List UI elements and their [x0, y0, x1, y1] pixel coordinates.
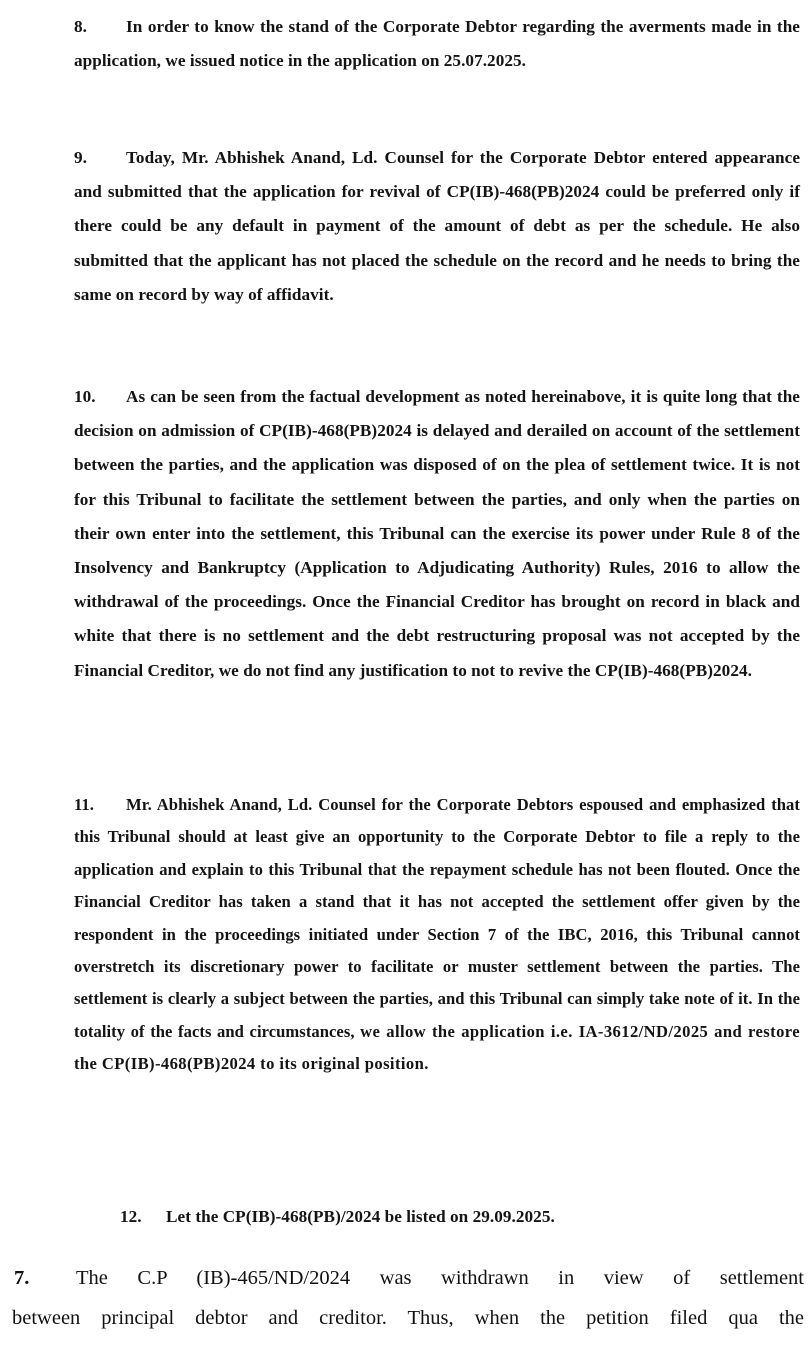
paragraph-number: 9.: [74, 148, 87, 167]
paragraph-text: Today, Mr. Abhishek Anand, Ld. Counsel for the Corporate Debtor entered appearance and submitted that the application for revival of CP(IB)-468(PB)2024 could be preferred only if there could be any default in payment of the amount of debt as per the schedule. He also submitted that the applicant has not placed the schedule on the record and he needs to bring the same on record by way of affidavit.: [74, 148, 800, 304]
paragraph-8: [74, 10, 800, 78]
paragraph-7: [12, 1258, 804, 1338]
paragraph-text: As can be seen from the factual development as noted hereinabove, it is quite long that the decision on admission of CP(IB)-468(PB)2024 is delayed and derailed on account of the settlement between the parties, and the application was disposed of on the plea of settlement twice. It is not for this Tribunal to facilitate the settlement between the parties, and only when the parties on their own enter into the settlement, this Tribunal can the exercise its power under Rule 8 of the Insolvency and Bankruptcy (Application to Adjudicating Authority) Rules, 2016 to allow the withdrawal of the proceedings. Once the Financial Creditor has brought on record in black and white that there is no settlement and the debt restructuring proposal was not accepted by the Financial Creditor, we do not find any justification to not to revive the CP(IB)-468(PB)2024.: [74, 387, 800, 680]
paragraph-text-line-1: The C.P (IB)-465/ND/2024 was withdrawn in view of settlement: [76, 1267, 804, 1289]
paragraph-text-line-2: between principal debtor and creditor. Thus, when the petition filed qua the: [12, 1307, 804, 1329]
paragraph-number: 12.: [120, 1207, 142, 1226]
paragraph-text: Mr. Abhishek Anand, Ld. Counsel for the Corporate Debtors espoused and emphasized that this Tribunal should at least give an opportunity to the Corporate Debtor to file a reply to the application and explain to this Tribunal that the repayment schedule has not been flouted. Once the Financial Creditor has taken a stand that it has not accepted the settlement offer given by the respondent in the proceedings initiated under Section 7 of the IBC, 2016, this Tribunal cannot overstretch its discretionary power to facilitate or muster settlement between the parties. The settlement is clearly a subject between the parties, and this Tribunal can simply take note of it. In the totality of the facts and circumstances,: [74, 795, 800, 1041]
paragraph-number: 11.: [74, 795, 94, 814]
paragraph-12: [120, 1200, 760, 1234]
order-operative-text: we allow the application i.e. IA-3612/ND/2025 and restore the CP(IB)-468(PB)2024 to its original position.: [74, 1021, 800, 1074]
paragraph-number: 8.: [74, 17, 87, 36]
paragraph-line-1: [12, 1258, 804, 1298]
paragraph-text: In order to know the stand of the Corporate Debtor regarding the averments made in the application, we issued notice in the application on 25.07.2025.: [74, 17, 800, 71]
paragraph-text: Let the CP(IB)-468(PB)/2024 be listed on 29.09.2025.: [166, 1207, 555, 1226]
paragraph-number: 10.: [74, 387, 96, 406]
paragraph-11: [74, 789, 800, 1081]
paragraph-9: [74, 141, 800, 312]
paragraph-10: [74, 380, 800, 688]
paragraph-number: 7.: [14, 1267, 30, 1289]
